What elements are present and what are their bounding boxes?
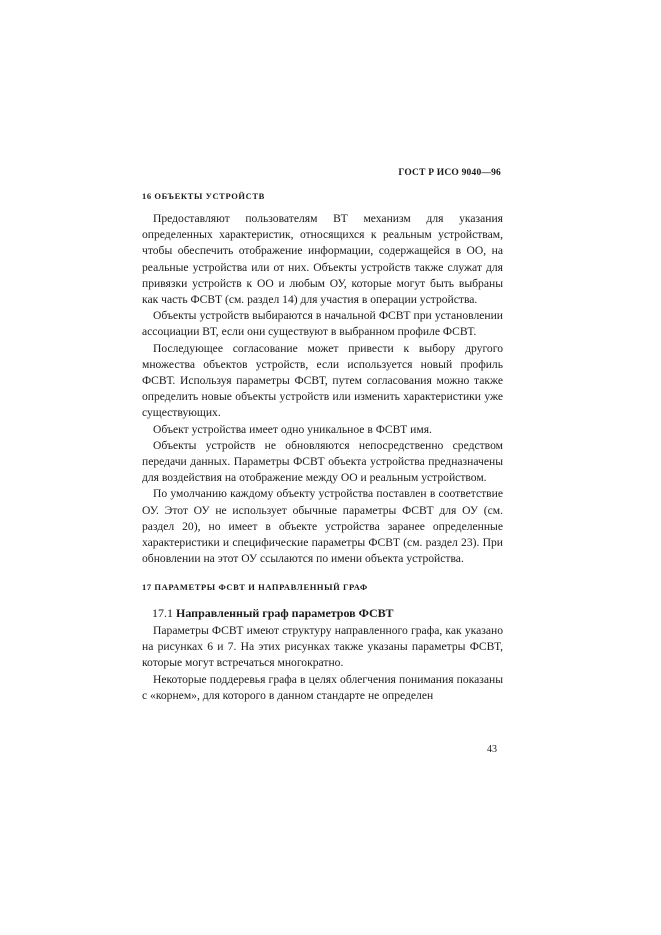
paragraph: Объект устройства имеет одно уникальное в ФСВТ имя.: [153, 422, 432, 436]
paragraph: Некоторые поддеревья графа в целях облегчения понимания показаны с «корнем», для которого в данном стандарте не определен: [142, 672, 503, 702]
paragraph: Предоставляют пользователям ВТ механизм для указания определенных характеристик, относящихся к реальным устройствам, чтобы обеспечить отображение информации, содержащейся в ОО, на реальные устройства или от них. Объекты устройств также служат для привязки устройств к ОО и любым ОУ, которые могут быть выбраны как часть ФСВТ (см. раздел 14) для участия в операции устройства.: [142, 212, 503, 307]
section-17-heading: 17 ПАРАМЕТРЫ ФСВТ И НАПРАВЛЕННЫЙ ГРАФ: [142, 582, 368, 592]
paragraph: По умолчанию каждому объекту устройства поставлен в соответствие ОУ. Этот ОУ не использует обычные параметры ФСВТ для ОУ (см. раздел 20), но имеет в объекте устройства заранее определенные характеристики и специфические параметры ФСВТ (см. раздел 23). При обновлении на этот ОУ ссылаются по имени объекта устройства.: [142, 487, 503, 566]
standard-code: ГОСТ Р ИСО 9040—96: [398, 168, 501, 178]
section-16-heading: 16 ОБЪЕКТЫ УСТРОЙСТВ: [142, 191, 265, 201]
page-number: 43: [487, 744, 497, 755]
paragraph: Параметры ФСВТ имеют структуру направленного графа, как указано на рисунках 6 и 7. На этих рисунках также указаны параметры ФСВТ, которые могут встречаться многократно.: [142, 624, 503, 670]
paragraph: Объекты устройств не обновляются непосредственно средством передачи данных. Параметры ФСВТ объекта устройства предназначены для воздействия на отображение между ОО и реальным устройством.: [142, 438, 503, 485]
subsection-title: Направленный граф параметров ФСВТ: [176, 606, 394, 620]
subsection-17-1-heading: [152, 606, 394, 621]
subsection-number: 17.1: [152, 606, 173, 620]
paragraph: Последующее согласование может привести к выбору другого множества объектов устройств, если используется новый профиль ФСВТ. Используя параметры ФСВТ, путем согласования можно также определить новые объекты устройств или изменить характеристики уже существующих.: [142, 341, 503, 420]
section-16-body: [142, 211, 503, 567]
paragraph: Объекты устройств выбираются в начальной ФСВТ при установлении ассоциации ВТ, если они существуют в выбранном профиле ФСВТ.: [142, 309, 503, 339]
section-17-body: [142, 623, 503, 704]
